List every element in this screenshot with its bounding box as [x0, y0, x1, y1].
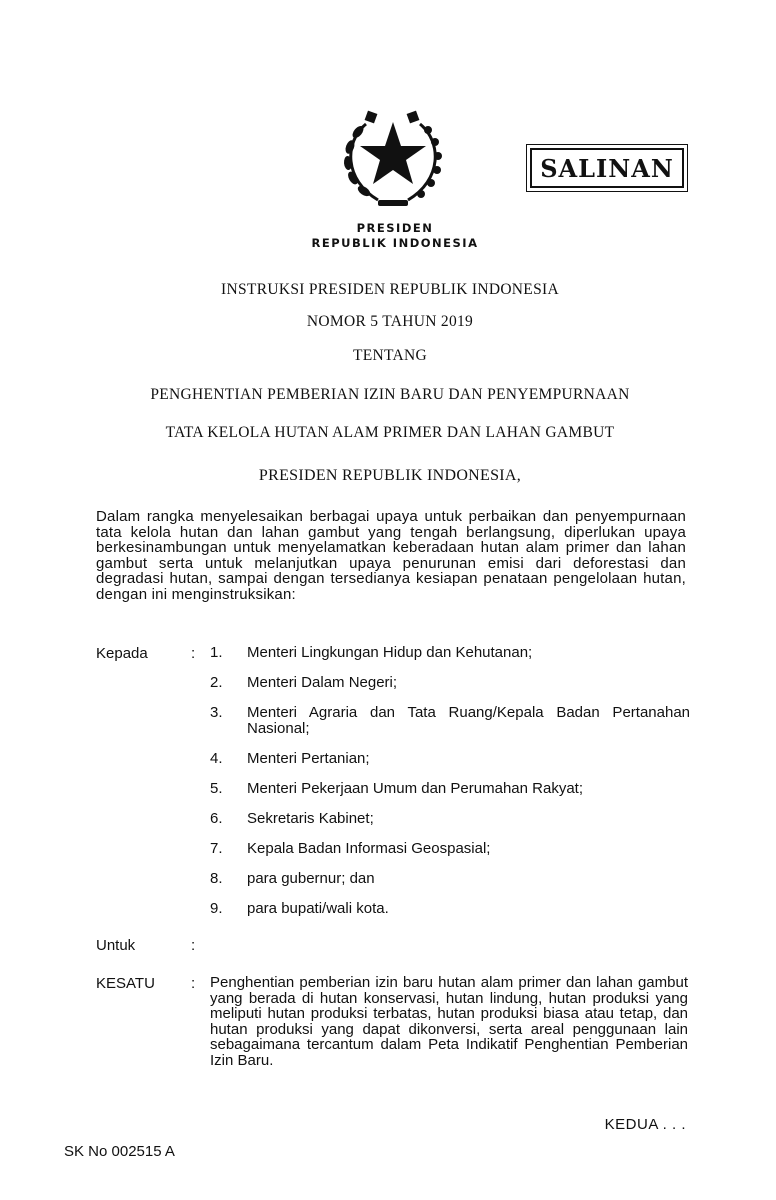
kesatu-colon: : — [191, 975, 196, 992]
list-item-number: 7. — [210, 840, 223, 857]
purpose-colon: : — [191, 937, 196, 954]
list-item-text: para bupati/wali kota. — [247, 900, 389, 917]
list-item — [210, 901, 690, 917]
subject-line-2: TATA KELOLA HUTAN ALAM PRIMER DAN LAHAN GAMBUT — [165, 424, 615, 441]
about-label: TENTANG — [352, 347, 428, 364]
recipients-colon: : — [191, 645, 196, 662]
list-item-number: 9. — [210, 900, 223, 917]
document-type: INSTRUKSI PRESIDEN REPUBLIK INDONESIA — [221, 281, 559, 298]
list-item-text: Menteri Pertanian; — [247, 750, 370, 767]
kesatu-label: KESATU — [96, 975, 155, 992]
list-item-text: Kepala Badan Informasi Geospasial; — [247, 840, 491, 857]
list-item — [210, 871, 690, 887]
issuer-country: REPUBLIK INDONESIA — [311, 236, 479, 250]
list-item-text: Menteri Pekerjaan Umum dan Perumahan Rakyat; — [247, 780, 583, 797]
serial-number: SK No 002515 A — [64, 1143, 175, 1160]
issuer-heading: PRESIDEN REPUBLIK INDONESIA, — [258, 467, 522, 484]
list-item-text: Menteri Dalam Negeri; — [247, 674, 398, 691]
kesatu-paragraph: Penghentian pemberian izin baru hutan alam primer dan lahan gambut yang berada di hutan konservasi, hutan lindung, hutan produksi yang meliputi hutan produksi terbatas, hutan produksi biasa atau tetap, dan hutan produksi yang dapat dikonversi, serta areal penggunaan lain sebagaimana tercantum dalam Peta Indikatif Penghentian Pemberian Izin Baru. — [210, 974, 688, 1069]
list-item — [210, 811, 690, 827]
list-item — [210, 705, 690, 737]
list-item-number: 1. — [210, 644, 223, 661]
list-item-number: 6. — [210, 810, 223, 827]
list-item-number: 5. — [210, 780, 223, 797]
recipients-label: Kepada — [96, 645, 148, 662]
list-item-number: 4. — [210, 750, 223, 767]
document-number: NOMOR 5 TAHUN 2019 — [306, 313, 474, 330]
list-item — [210, 675, 690, 691]
list-item-number: 3. — [210, 704, 223, 721]
subject-line-1: PENGHENTIAN PEMBERIAN IZIN BARU DAN PENYEMPURNAAN — [150, 386, 630, 403]
purpose-label: Untuk — [96, 937, 136, 954]
list-item-text: Menteri Lingkungan Hidup dan Kehutanan; — [247, 644, 533, 661]
copy-stamp: SALINAN — [530, 148, 684, 188]
list-item-text: Sekretaris Kabinet; — [247, 810, 374, 827]
list-item — [210, 841, 690, 857]
list-item-text: para gubernur; dan — [247, 870, 375, 887]
state-emblem-icon — [338, 102, 448, 210]
list-item-text: Menteri Agraria dan Tata Ruang/Kepala Badan Pertanahan Nasional; — [247, 704, 690, 737]
list-item-number: 2. — [210, 674, 223, 691]
list-item — [210, 645, 690, 661]
list-item-number: 8. — [210, 870, 223, 887]
list-item — [210, 781, 690, 797]
recipients-list — [210, 645, 690, 917]
next-page-indicator: KEDUA . . . — [604, 1116, 686, 1133]
list-item — [210, 751, 690, 767]
preamble-paragraph: Dalam rangka menyelesaikan berbagai upaya untuk perbaikan dan penyempurnaan tata kelola hutan dan lahan gambut yang tengah berlangsung, diperlukan upaya berkesinambungan untuk menyelamatkan keberadaan hutan alam primer dan lahan gambut serta untuk melanjutkan upaya penurunan emisi dari deforestasi dan degradasi hutan, sampai dengan tersedianya kesiapan penataan pengelolaan hutan, dengan ini menginstruksikan: — [96, 508, 686, 603]
issuer-title: PRESIDEN — [356, 221, 434, 235]
